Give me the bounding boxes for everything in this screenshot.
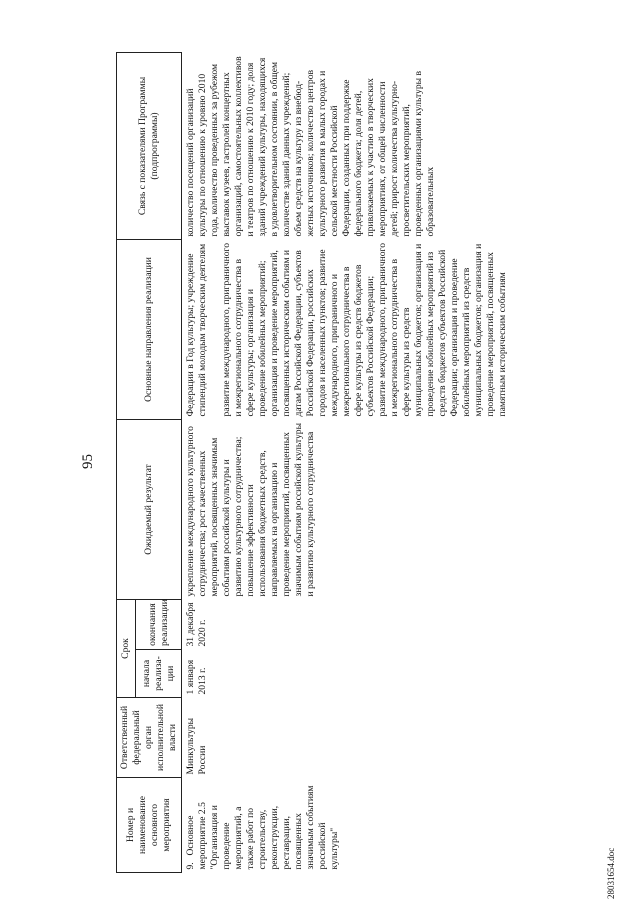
directions-cell: Федерации в Год культуры; учреждение стипендий молодым творческим деятелям развитие международного, приграничного и межрегионального сотрудничества в сфере культуры; организация и проведение юбилейных мероприятий; организация и проведение мероприятий, посвященных историческим событиям и датам Российской Федерации, субъектов Российской Федерации, российских городов и населенных пунктов; развитие международного, приграничного и межрегионального сотрудничества в сфере культуры из средств бюджетов субъектов Российской Федерации; развитие международного, приграничного и межрегионального сотрудничества в сфере культуры из средств муниципальных бюджетов; организация и проведение юбилейных мероприятий из средств бюджетов субъектов Российской Федерации; организация и проведение юбилейных мероприятий из средств муниципальных бюджетов; организация и проведение мероприятий, посвященных памятным историческим событиям [185, 242, 508, 417]
measure-cell [182, 778, 513, 873]
col-header-term: Срок [117, 600, 136, 698]
col-header-measure: Номер и наименование основного мероприятия [117, 778, 182, 873]
start-date-cell: 1 января 2013 г. [185, 659, 208, 695]
measure-name: Основное мероприятие 2.5 "Организация и проведение мероприятий, а также работ по строительству, реконструкции, реставрации, посвященных значимым событиям российской культуры" [185, 785, 340, 870]
col-header-directions: Основные направления реализации [117, 240, 182, 420]
row-number: 9. [185, 862, 196, 870]
end-date-cell: 31 декабря 2020 г. [185, 602, 208, 647]
col-header-start: начала реализа-ции [136, 650, 182, 698]
footer-code: 28031654.doc [606, 847, 616, 899]
col-header-link: Связь с показателями Программы (подпрограммы) [117, 53, 182, 240]
header-row [117, 53, 136, 873]
col-header-end: окончания реализации [136, 600, 182, 650]
result-cell: укрепление международного культурного сотрудничества; рост качественных мероприятий, посвященных значимым событиям российской культуры и развитию культурного сотрудничества; повышение эффективности использования бюджетных средств, направляемых на организацию и проведение мероприятий, посвященных значимым событиям российской культуры и развитию культурного сотрудничества [185, 422, 316, 597]
table-row [182, 53, 513, 873]
executor-cell: Минкультуры России [185, 717, 208, 775]
col-header-executor: Ответственный федеральный орган исполнительной власти [117, 698, 182, 778]
col-header-result: Ожидаемый результат [117, 420, 182, 600]
program-table [116, 52, 512, 873]
page-number: 95 [80, 454, 96, 469]
link-cell: количество посещений организаций культуры по отношению к уровню 2010 года, количество проведенных за рубежом выставок музеев, гастролей концертных организаций, самостоятельных коллективов и театров по отношению к 2010 году; доля зданий учреждений культуры, находящихся в удовлетворительном состоянии, в общем количестве зданий данных учреждений; объем средств на культуру из внебюд-жетных источников; количество центров культурного развития в малых городах и сельской местности Российской Федерации, созданных при поддержке федерального бюджета; доля детей, привлекаемых к участию в творческих мероприятиях, от общей численности детей; прирост количества культурно-просветительских мероприятий, проведенных организациями культуры в образовательных [185, 56, 436, 237]
